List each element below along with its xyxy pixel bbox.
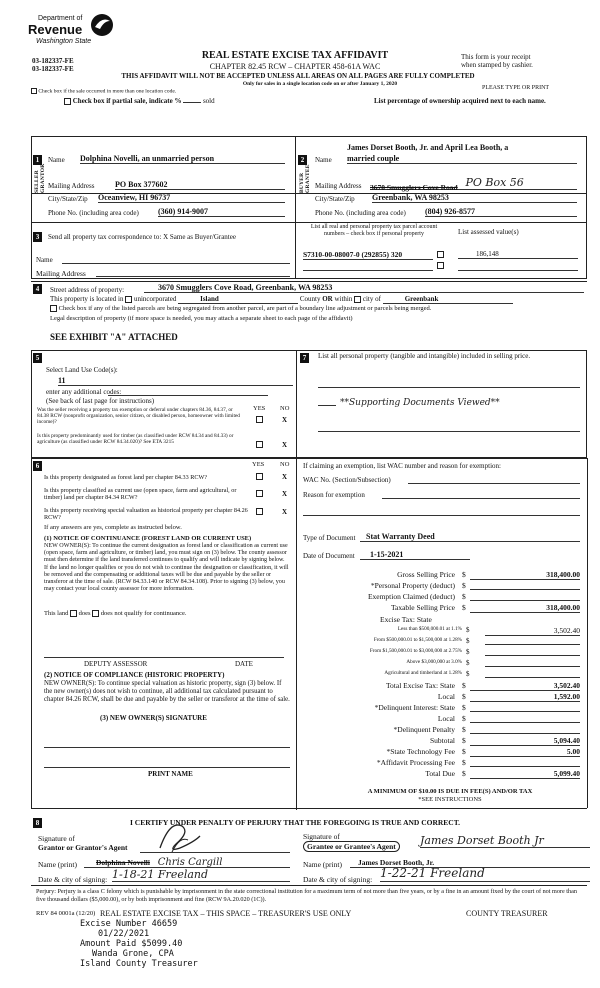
located-row	[50, 295, 590, 305]
grantee-name-label: Name (print)	[303, 860, 342, 869]
grantor-sig-label-2: Grantor or Grantor's Agent	[38, 843, 128, 852]
print-name-line[interactable]	[44, 758, 290, 768]
s6-q3: Is this property receiving special valuation as historical property per chapter 84.26 RCW?	[44, 507, 248, 521]
grantee-name-print[interactable]: James Dorset Booth, Jr.	[350, 858, 590, 868]
receipt-note2: when stamped by cashier.	[461, 61, 533, 69]
tier5-value[interactable]	[485, 670, 580, 678]
calc-tier1: Less than $500,000.01 at 1.1% $ 3,502.40	[397, 626, 580, 635]
buyer-mail-label: Mailing Address	[315, 182, 362, 190]
s3-mail-field[interactable]	[96, 269, 290, 277]
grantee-sig-box	[303, 832, 400, 852]
revenue-emblem-icon	[88, 12, 116, 38]
notice2-title: (2) NOTICE OF COMPLIANCE (HISTORIC PROPERTY)	[44, 671, 225, 679]
delinq-local-value[interactable]	[470, 714, 580, 723]
calc-tier3: From $1,500,000.01 to $3,000,000 at 2.75% $	[300, 648, 590, 658]
supporting-docs: **Supporting Documents Viewed**	[340, 398, 500, 408]
s6-q3-yes-checkbox[interactable]	[256, 508, 263, 515]
grantor-date-label: Date & city of signing:	[38, 875, 108, 884]
s5-no-label: NO	[280, 405, 290, 412]
form-subtitle: CHAPTER 82.45 RCW – CHAPTER 458-61A WAC	[209, 62, 381, 71]
partial-sale-checkbox[interactable]	[64, 98, 71, 105]
notice2-text: NEW OWNER(S): To continue special valuation as historic property, sign (3) below. If the new owner(s) does not wish to continue, all additional tax calculated pursuant to chapter 84.26 RCW, shall be due and payable by the seller or transferor at the time of sale.	[44, 680, 290, 703]
dept-line2: Revenue	[28, 22, 83, 37]
excise-state-label: Excise Tax: State	[380, 615, 432, 624]
buyer-side-label: BUYER GRANTEE	[299, 164, 311, 193]
land-use-label: Select Land Use Code(s):	[46, 366, 118, 374]
calc-delinq-penalty: *Delinquent Penalty $	[300, 725, 590, 735]
code2: 03-182337-FE	[32, 65, 74, 73]
subtotal-value[interactable]: 5,094.40	[470, 736, 580, 746]
s6-q1: Is this property designated as forest land per chapter 84.33 RCW?	[44, 474, 208, 481]
gross-value[interactable]: 318,400.00	[470, 570, 580, 580]
calc-local: Local $ 1,592.00	[437, 692, 580, 701]
grantor-name-field[interactable]	[84, 857, 290, 868]
calc-delinq-state: *Delinquent Interest: State $	[300, 703, 590, 713]
city-checkbox[interactable]	[354, 296, 361, 303]
reason-label: Reason for exemption	[303, 491, 365, 499]
exemption-label: If claiming an exemption, list WAC number and reason for exemption:	[303, 462, 501, 470]
partial-sale-row	[64, 97, 215, 105]
s3-name-field[interactable]	[62, 256, 290, 264]
send-correspondence	[48, 233, 236, 241]
stamp-line-4: Wanda Grone, CPA	[92, 949, 174, 959]
ownership-note: List percentage of ownership acquired next to each name.	[374, 97, 546, 105]
notice1-text: NEW OWNER(S): To continue the current designation as forest land or classification as current use (open space, farm and agriculture, or timber) land, you must sign on (3) below. The county assessor must then determine if the land transferred continues to qualify and will indicate by signing below. If the land no longer qualifies or you do not wish to continue the designation or classification, it will be removed and the compensating or additional taxes will be due and payable by the seller or transferor at the time of sale. (RCW 84.33.140 or RCW 84.34.108). Prior to signing (3) below, you may contact your local county assessor for more information.	[44, 543, 289, 593]
grantee-signature[interactable]: James Dorset Booth Jr	[420, 834, 590, 848]
s6-q2-yes-checkbox[interactable]	[256, 490, 263, 497]
buyer-phone-label: Phone No. (including area code)	[315, 209, 406, 217]
seller-mail-label: Mailing Address	[48, 182, 95, 190]
buyer-phone[interactable]: (804) 926-8577	[425, 207, 577, 217]
buyer-name[interactable]: married couple	[347, 154, 577, 164]
section-8-number: 8	[33, 818, 42, 828]
segregated-row	[50, 305, 431, 312]
s5-q2: Is this property predominantly used for timber (as classified under RCW 84.34 and 84.33) or agriculture (as classified under RCW 84.34.020)? See ETA 3215	[37, 433, 234, 446]
seller-mail[interactable]: PO Box 377602	[115, 180, 285, 190]
county-label: County	[299, 295, 321, 303]
s6-q3-no-answer[interactable]: X	[282, 508, 288, 516]
s5-yes-label: YES	[253, 405, 266, 412]
tier4-value[interactable]	[485, 659, 580, 667]
grantor-signature-icon	[150, 818, 210, 858]
s6-q2: Is this property classified as current use (open space, farm and agricultural, or timber) land per chapter 84.34 RCW?	[44, 487, 237, 501]
stamp-line-3: Amount Paid $5099.40	[80, 939, 183, 949]
tech-fee-value[interactable]: 5.00	[470, 747, 580, 757]
calc-exemption: Exemption Claimed (deduct) $	[300, 592, 590, 602]
s3-mail-label: Mailing Address	[36, 269, 86, 278]
city-value[interactable]: Greenbank	[383, 295, 513, 304]
multi-location-row	[31, 88, 176, 94]
treasurer-space: REAL ESTATE EXCISE TAX – THIS SPACE – TREASURER'S USE ONLY	[100, 909, 352, 918]
does-label: does	[78, 610, 91, 617]
new-owner-signature-label: (3) NEW OWNER(S) SIGNATURE	[100, 714, 207, 722]
additional-codes-label: enter any additional codes:	[46, 388, 122, 396]
dept-line3: Washington State	[36, 38, 92, 45]
seller-phone[interactable]: (360) 914-9007	[158, 207, 285, 217]
seller-city-label: City/State/Zip	[48, 195, 88, 203]
code1: 03-182337-FE	[32, 57, 74, 65]
notice1-title: (1) NOTICE OF CONTINUANCE (FOREST LAND OR CURRENT USE)	[44, 535, 252, 542]
exemption-value[interactable]	[470, 592, 580, 601]
deputy-assessor-line[interactable]	[44, 648, 284, 658]
seller-phone-label: Phone No. (including area code)	[48, 209, 139, 217]
grantor-sig-label-1: Signature of	[38, 834, 75, 843]
receipt-note1: This form is your receipt	[461, 53, 531, 61]
tier2-value[interactable]	[485, 637, 580, 645]
calc-tier4: Above $3,000,000 at 3.0% $	[300, 659, 590, 669]
s5-q1-yes-checkbox[interactable]	[256, 416, 263, 423]
s6-q2-no-answer[interactable]: X	[282, 490, 288, 498]
delinq-state-value[interactable]	[470, 703, 580, 712]
calc-total-state: Total Excise Tax: State $ 3,502.40	[385, 681, 580, 690]
this-land-label: This land	[44, 610, 69, 617]
taxable-value[interactable]: 318,400.00	[470, 603, 580, 613]
sold-label: sold	[202, 97, 215, 105]
rev-code: REV 84 0001a (12/20)	[36, 910, 96, 917]
personal-property-label: List all personal property (tangible and intangible) included in selling price.	[318, 352, 531, 360]
doc-type-label: Type of Document	[303, 534, 356, 542]
city-of-label: city of	[362, 295, 381, 303]
segregated-checkbox[interactable]	[50, 305, 57, 312]
stamp-line-1: Excise Number 46659	[80, 919, 178, 929]
tier1-value[interactable]: 3,502.40	[485, 626, 580, 636]
reason-field-1[interactable]	[382, 491, 580, 499]
buyer-name-label: Name	[315, 156, 332, 164]
revenue-logo	[30, 12, 120, 52]
calc-total-due: Total Due $ 5,099.40	[425, 769, 580, 778]
buyer-city[interactable]: Greenbank, WA 98253	[372, 193, 577, 203]
s6-q1-yes-checkbox[interactable]	[256, 473, 263, 480]
local-value[interactable]: 1,592.00	[470, 692, 580, 702]
buyer-city-label: City/State/Zip	[315, 195, 355, 203]
send-value[interactable]: X Same as Buyer/Grantee	[163, 233, 236, 241]
legal-description: Legal description of property (if more space is needed, you may attach a separate sheet to each page of the affidavit)	[50, 315, 353, 322]
section-3-number: 3	[33, 232, 42, 242]
assessed-field-2[interactable]	[458, 263, 578, 271]
additional-codes-field[interactable]	[108, 388, 268, 396]
street-address[interactable]: 3670 Smugglers Cove Road, Greenbank, WA 98253	[144, 283, 584, 293]
doc-type[interactable]: Stat Warranty Deed	[360, 532, 580, 542]
buyer-name-top: James Dorset Booth, Jr. and April Lea Booth, a	[347, 143, 509, 152]
street-label: Street address of property:	[50, 286, 125, 294]
personal-property-line-3[interactable]	[318, 424, 580, 432]
calc-tech-fee: *State Technology Fee $ 5.00	[386, 747, 580, 756]
affidavit-fee-value[interactable]	[470, 758, 580, 767]
delinq-penalty-value[interactable]	[470, 725, 580, 734]
section-4-number: 4	[33, 284, 42, 294]
does-not-label: does not qualify for continuance.	[100, 610, 187, 617]
section-2-number: 2	[298, 155, 307, 165]
s6-yes-label: YES	[252, 461, 265, 468]
seller-name[interactable]: Dolphina Novelli, an unmarried person	[80, 154, 285, 164]
certify-text: I CERTIFY UNDER PENALTY OF PERJURY THAT THE FOREGOING IS TRUE AND CORRECT.	[130, 818, 461, 827]
calc-taxable: Taxable Selling Price $ 318,400.00	[390, 603, 580, 612]
county-treasurer: COUNTY TREASURER	[466, 909, 548, 918]
s5-q2-no-answer[interactable]: X	[282, 441, 288, 449]
type-print-note: PLEASE TYPE OR PRINT	[482, 85, 550, 91]
stamp-line-2: 01/22/2021	[98, 929, 150, 939]
form-title: REAL ESTATE EXCISE TAX AFFIDAVIT	[201, 50, 389, 61]
tier3-value[interactable]	[485, 648, 580, 656]
multi-location-label: Check box if the sale occurred in more than one location code.	[38, 88, 177, 95]
doc-date[interactable]: 1-15-2021	[360, 550, 470, 560]
send-label: Send all property tax correspondence to:	[48, 233, 162, 241]
calc-subtotal: Subtotal $ 5,094.40	[429, 736, 580, 745]
calc-tier2: From $500,000.01 to $1,500,000 at 1.28% $	[300, 637, 590, 647]
total-due-value[interactable]: 5,099.40	[470, 769, 580, 779]
warning-text: THIS AFFIDAVIT WILL NOT BE ACCEPTED UNLESS ALL AREAS ON ALL PAGES ARE FULLY COMPLETED	[121, 72, 475, 80]
wac-label: WAC No. (Section/Subsection)	[303, 476, 391, 484]
date-label: DATE	[235, 660, 253, 668]
personal-property-line-1[interactable]	[318, 380, 580, 388]
located-label: This property is located in	[50, 295, 124, 303]
calc-personal: *Personal Property (deduct) $	[300, 581, 590, 591]
grantor-name-label: Name (print)	[38, 860, 77, 869]
minimum-note: A MINIMUM OF $10.00 IS DUE IN FEE(S) AND/OR TAX	[367, 788, 533, 795]
grantee-sig-label-2: Grantee or Grantee's Agent	[303, 841, 400, 852]
grantor-date-city[interactable]: 1-18-21 Freeland	[112, 868, 290, 882]
unincorporated-checkbox[interactable]	[125, 296, 132, 303]
does-not-checkbox[interactable]	[92, 610, 99, 617]
parcel-number[interactable]: S7310-00-08007-0 (292855) 320	[303, 250, 433, 260]
parcel-personal-checkbox-2[interactable]	[437, 262, 444, 269]
qualify-row	[44, 610, 187, 617]
partial-sale-percent[interactable]	[183, 102, 201, 103]
wac-field[interactable]	[408, 476, 580, 484]
buyer-mail-hand: PO Box 56	[465, 176, 524, 189]
grantee-date-label: Date & city of signing:	[303, 875, 373, 884]
calc-gross: Gross Selling Price $ 318,400.00	[397, 570, 580, 579]
parcel-header: List all real and personal property tax parcel account numbers – check box if personal property	[310, 224, 438, 237]
s3-name-label: Name	[36, 256, 53, 264]
buyer-mail-field[interactable]	[370, 176, 577, 192]
stamp-line-5: Island County Treasurer	[80, 959, 198, 969]
section-1-number: 1	[33, 155, 42, 165]
total-state-value[interactable]: 3,502.40	[470, 681, 580, 691]
seller-side-label: SELLER GRANTOR	[34, 163, 46, 193]
within-label: within	[334, 295, 353, 303]
if-yes-note: If any answers are yes, complete as instructed below.	[44, 524, 182, 531]
see-back: (See back of last page for instructions)	[46, 397, 155, 405]
s6-no-label: NO	[280, 461, 290, 468]
s5-q2-yes-checkbox[interactable]	[256, 441, 263, 448]
section-5-number: 5	[33, 353, 42, 363]
calc-affidavit-fee: *Affidavit Processing Fee $	[300, 758, 590, 768]
grantor-name-struck: Dolphina Novelli	[96, 858, 150, 867]
partial-sale-label: Check box if partial sale, indicate %	[72, 97, 182, 105]
grantee-sig-label-1: Signature of	[303, 832, 340, 841]
perjury-text: Perjury: Perjury is a class C felony which is punishable by imprisonment in the state correctional institution for a maximum term of not more than five years, or by a fine in an amount fixed by the court of not more than five thousand dollars ($5,000.00), or by both imprisonment and fine (RCW 9A.20.020 (1C)).	[36, 888, 577, 903]
or-label: OR	[322, 295, 333, 303]
grantee-date-city[interactable]: 1-22-21 Freeland	[380, 866, 590, 882]
unincorporated-label: unincorporated	[133, 295, 177, 303]
section-6-number: 6	[33, 461, 42, 471]
personal-property-line-2[interactable]	[318, 400, 336, 406]
s5-q1: Was the seller receiving a property tax exemption or deferral under chapters 84.36, 84.37, or 84.38 RCW (nonprofit organization, senior citizen, or disabled person, homeowner with limited income)?	[37, 407, 240, 426]
grantor-name-hand: Chris Cargill	[157, 857, 223, 868]
new-owner-signature-line[interactable]	[44, 738, 290, 748]
seller-city[interactable]: Oceanview, HI 96737	[98, 193, 285, 203]
multi-location-checkbox[interactable]	[31, 88, 37, 94]
reason-field-2[interactable]	[303, 508, 580, 516]
land-use-code[interactable]: 11	[58, 376, 293, 386]
print-name-label: PRINT NAME	[148, 770, 193, 778]
seller-name-label: Name	[48, 156, 65, 164]
assessed-header: List assessed value(s)	[458, 228, 519, 236]
calc-delinq-local: Local $	[300, 714, 590, 724]
personal-value[interactable]	[470, 581, 580, 590]
treasurer-stamp	[80, 919, 198, 969]
sales-note: Only for sales in a single location code on or after January 1, 2020	[242, 81, 398, 87]
dept-line1: Department of	[38, 15, 83, 22]
segregated-label: Check box if any of the listed parcels are being segregated from another parcel, are part of a boundary line adjustment or parcels being merged.	[58, 305, 432, 312]
calc-tier5: Agricultural and timberland at 1.28% $	[300, 670, 590, 680]
section-7-number: 7	[300, 353, 309, 363]
parcel-personal-checkbox-1[interactable]	[437, 251, 444, 258]
s5-q1-no-answer[interactable]: X	[282, 416, 288, 424]
s6-q1-no-answer[interactable]: X	[282, 473, 288, 481]
exhibit-a: SEE EXHIBIT "A" ATTACHED	[50, 332, 178, 342]
see-instructions: *SEE INSTRUCTIONS	[418, 796, 482, 803]
buyer-mail-struck: 3670 Smugglers Cove Road	[370, 183, 458, 192]
county-value[interactable]: Island	[178, 295, 298, 304]
assessed-value[interactable]: 186,148	[458, 250, 578, 259]
doc-date-label: Date of Document	[303, 552, 355, 560]
deputy-label: DEPUTY ASSESSOR	[84, 660, 148, 668]
does-checkbox[interactable]	[70, 610, 77, 617]
parcel-field-2[interactable]	[303, 263, 433, 271]
